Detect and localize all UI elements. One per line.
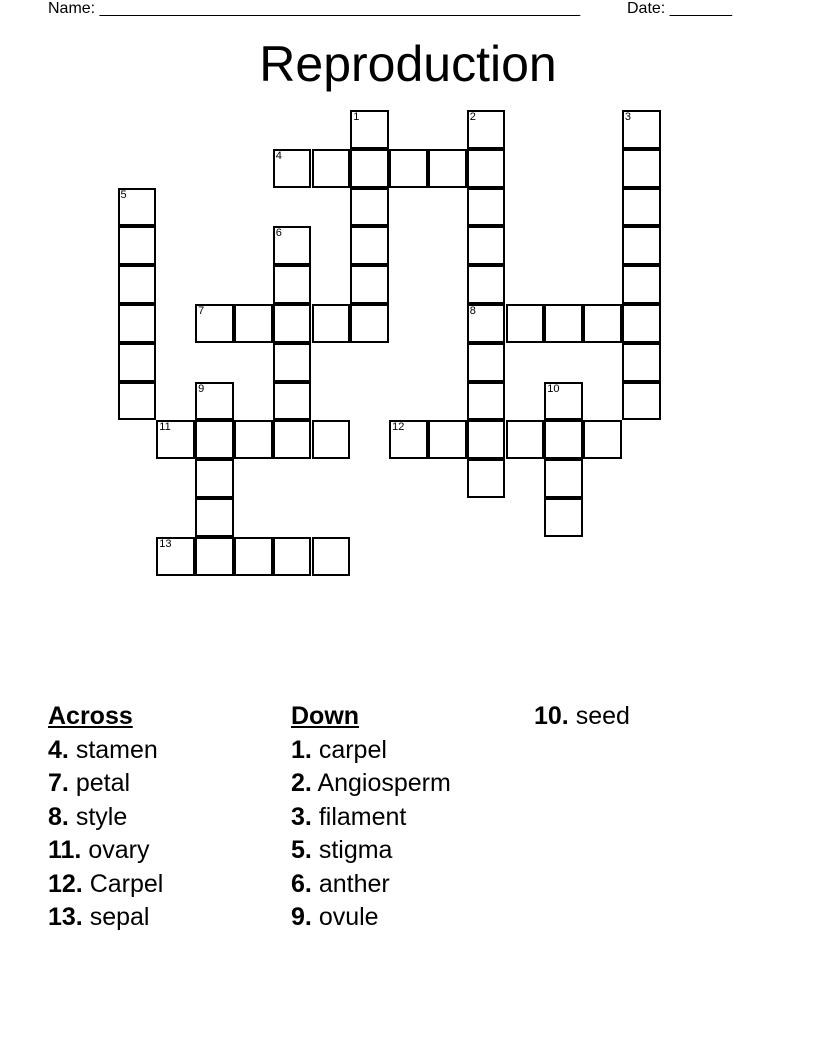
cell-number: 7 [198,305,205,317]
crossword-cell[interactable] [156,420,195,459]
crossword-cell[interactable] [622,343,661,382]
cell-number: 3 [624,111,632,123]
clue-item [291,767,451,801]
cell-number: 10 [547,382,560,395]
crossword-cell[interactable] [467,304,506,343]
clue-number: 9. [291,903,312,931]
cell-number: 1 [353,111,360,123]
crossword-cell[interactable] [583,420,622,459]
crossword-cell[interactable] [273,382,312,421]
crossword-cell[interactable] [118,382,157,421]
crossword-cell[interactable] [195,498,234,537]
crossword-cell[interactable] [622,226,661,265]
cell-number: 11 [159,421,171,434]
clue-text: ovary [88,836,150,864]
crossword-cell[interactable] [350,149,389,188]
crossword-cell[interactable] [312,304,351,343]
crossword-cell[interactable] [350,110,389,149]
crossword-cell[interactable] [622,382,661,421]
crossword-cell[interactable] [118,343,157,382]
crossword-cell[interactable] [544,459,583,498]
clue-text: sepal [89,903,150,931]
crossword-cell[interactable] [467,110,506,149]
cell-number: 4 [275,149,282,162]
crossword-cell[interactable] [428,420,467,459]
crossword-cell[interactable] [312,420,351,459]
clue-text: ovule [318,903,379,931]
down-clues [291,700,451,935]
crossword-cell[interactable] [273,343,312,382]
clue-item [291,734,451,768]
clue-text: carpel [318,735,387,764]
crossword-cell[interactable] [467,265,506,304]
clue-item [48,801,163,835]
clue-text: Angiosperm [317,769,451,797]
name-field[interactable]: Name: ______________________________________________________ [48,0,581,17]
clue-text: stigma [318,836,393,864]
clue-text: anther [318,869,390,898]
crossword-cell[interactable] [544,498,583,537]
clue-number: 4. [48,735,69,764]
crossword-cell[interactable] [350,265,389,304]
crossword-cell[interactable] [428,149,467,188]
crossword-cell[interactable] [350,304,389,343]
clue-text: petal [75,769,131,797]
crossword-cell[interactable] [389,420,428,459]
cell-number: 12 [392,421,405,434]
clue-number: 10. [534,702,569,730]
down-clues-continued [534,700,630,734]
clue-number: 13. [48,903,83,931]
crossword-cell[interactable] [195,420,234,459]
page-title: Reproduction [259,36,557,92]
clue-number: 11. [48,836,82,864]
clue-number: 2. [291,769,312,797]
crossword-cell[interactable] [195,459,234,498]
cell-number: 2 [469,111,476,123]
crossword-cell[interactable] [118,304,157,343]
clue-number: 6. [291,869,312,898]
cell-number: 8 [469,305,476,317]
crossword-cell[interactable] [273,149,312,188]
crossword-cell[interactable] [234,304,273,343]
clue-number: 5. [291,836,312,864]
crossword-cell[interactable] [350,226,389,265]
clue-item [48,901,163,935]
crossword-cell[interactable] [195,537,234,576]
crossword-cell[interactable] [622,304,661,343]
crossword-cell[interactable] [583,304,622,343]
clue-item [291,868,451,902]
crossword-cell[interactable] [350,188,389,227]
clue-item [291,834,451,868]
crossword-cell[interactable] [312,537,351,576]
cell-number: 13 [159,537,172,550]
crossword-cell[interactable] [312,149,351,188]
clue-item [291,801,451,835]
across-heading: Across [48,702,133,730]
clue-text: seed [575,702,630,730]
crossword-cell[interactable] [467,149,506,188]
crossword-cell[interactable] [273,420,312,459]
crossword-cell[interactable] [273,537,312,576]
crossword-cell[interactable] [622,110,661,149]
clue-item [48,834,163,868]
crossword-cell[interactable] [234,537,273,576]
date-field[interactable]: Date: _______ [627,0,732,17]
crossword-cell[interactable] [467,382,506,421]
crossword-cell[interactable] [467,459,506,498]
clue-item [48,767,163,801]
crossword-cell[interactable] [544,420,583,459]
crossword-cell[interactable] [156,537,195,576]
clue-item [291,901,451,935]
clue-number: 8. [48,802,69,831]
crossword-cell[interactable] [118,188,157,227]
crossword-cell[interactable] [118,226,157,265]
clue-number: 3. [291,802,312,831]
crossword-cell[interactable] [622,149,661,188]
across-clues [48,700,163,935]
crossword-cell[interactable] [118,265,157,304]
clue-number: 7. [48,769,69,797]
crossword-cell[interactable] [467,343,506,382]
crossword-cell[interactable] [195,304,234,343]
crossword-cell[interactable] [506,420,545,459]
clue-item [534,700,630,734]
clue-text: style [75,802,128,831]
clue-text: Carpel [89,869,164,898]
crossword-cell[interactable] [544,382,583,421]
clue-number: 12. [48,869,83,898]
cell-number: 6 [275,227,282,240]
crossword-cell[interactable] [622,265,661,304]
down-heading: Down [291,702,360,730]
crossword-cell[interactable] [234,420,273,459]
crossword-cell[interactable] [467,420,506,459]
clue-item [48,734,163,768]
clue-text: stamen [75,735,158,764]
crossword-cell[interactable] [273,226,312,265]
crossword-cell[interactable] [544,304,583,343]
cell-number: 9 [198,382,205,395]
crossword-cell[interactable] [273,304,312,343]
clue-number: 1. [291,735,312,764]
crossword-cell[interactable] [622,188,661,227]
crossword-cell[interactable] [195,382,234,421]
crossword-cell[interactable] [467,226,506,265]
clue-text: filament [318,802,407,831]
crossword-cell[interactable] [467,188,506,227]
crossword-cell[interactable] [389,149,428,188]
crossword-cell[interactable] [506,304,545,343]
clue-item [48,868,163,902]
cell-number: 5 [120,188,127,201]
crossword-cell[interactable] [273,265,312,304]
